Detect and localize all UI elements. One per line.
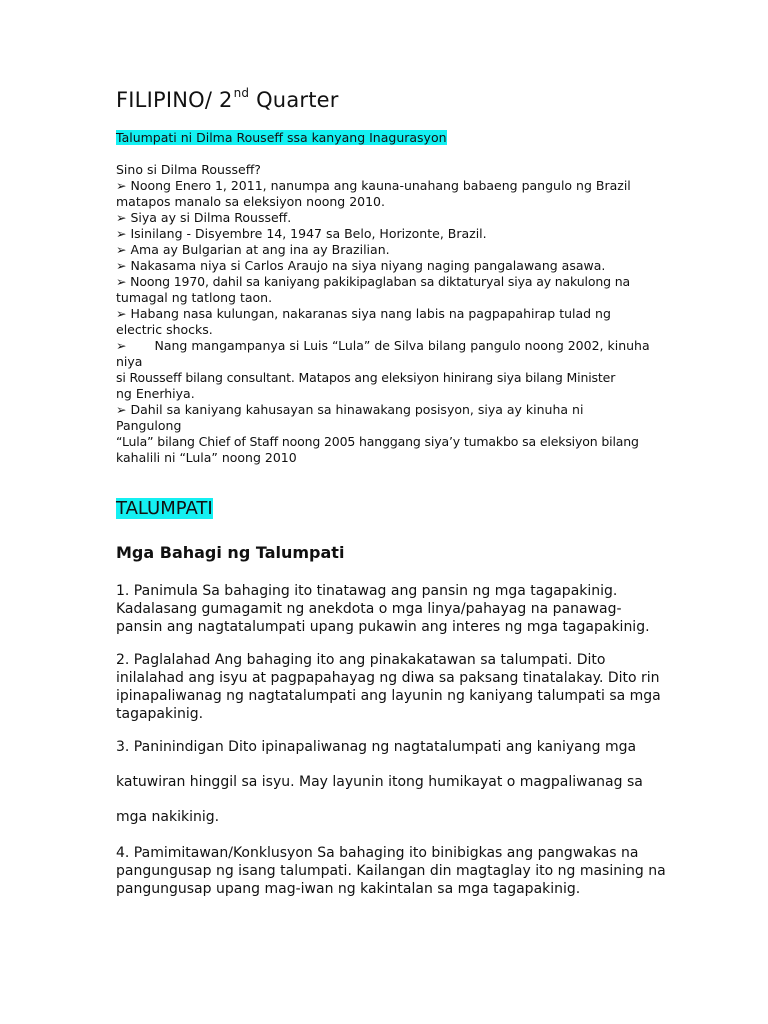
paragraph-paninindigan-line1 — [116, 738, 676, 756]
arrow-bullet-icon: ➢ — [116, 210, 127, 225]
title-rest: Quarter — [249, 88, 339, 112]
bio-text: Ama ay Bulgarian at ang ina ay Brazilian. — [130, 242, 390, 257]
bio-line — [116, 338, 661, 354]
paragraph-paglalahad — [116, 651, 676, 723]
bio-line: matapos manalo sa eleksiyon noong 2010. — [116, 194, 385, 209]
bio-text: Nang mangampanya si Luis “Lula” de Silva bilang pangulo noong 2002, kinuha — [154, 338, 650, 353]
bio-line — [116, 210, 661, 226]
bio-line — [116, 306, 661, 322]
paragraph-pamimitawan — [116, 844, 676, 898]
bio-text: Noong Enero 1, 2011, nanumpa ang kauna-unahang babaeng pangulo ng Brazil — [130, 178, 631, 193]
bio-line: kahalili ni “Lula” noong 2010 — [116, 450, 297, 465]
paragraph-line: pangungusap ng isang talumpati. Kailangan din magtaglay ito ng masining na — [116, 863, 666, 879]
bio-text: Nakasama niya si Carlos Araujo na siya niyang naging pangalawang asawa. — [130, 258, 606, 273]
arrow-bullet-icon: ➢ — [116, 258, 127, 273]
bio-text: Isinilang - Disyembre 14, 1947 sa Belo, Horizonte, Brazil. — [130, 226, 487, 241]
highlighted-subtitle: Talumpati ni Dilma Rouseff ssa kanyang Inagurasyon — [116, 130, 447, 145]
page-title — [116, 86, 339, 112]
bio-line: niya — [116, 354, 143, 369]
bio-line — [116, 402, 661, 418]
bio-line: Pangulong — [116, 418, 182, 433]
bio-text: Noong 1970, dahil sa kaniyang pakikipaglaban sa diktaturyal siya ay nakulong na — [130, 274, 631, 289]
paragraph-line: 2. Paglalahad Ang bahaging ito ang pinakakatawan sa talumpati. Dito — [116, 652, 606, 668]
bio-text: Habang nasa kulungan, nakaranas siya nang labis na pagpapahirap tulad ng — [130, 306, 611, 321]
bio-line — [116, 178, 661, 194]
title-main: FILIPINO/ 2 — [116, 88, 233, 112]
bio-text: Dahil sa kaniyang kahusayan sa hinawakang posisyon, siya ay kinuha ni — [130, 402, 584, 417]
biography-section — [116, 162, 661, 466]
bio-line — [116, 242, 661, 258]
section-subheading: Mga Bahagi ng Talumpati — [116, 543, 345, 562]
paragraph-line: inilalahad ang isyu at pagpapahayag ng diwa sa paksang tinatalakay. Dito rin — [116, 670, 660, 686]
bio-line: ng Enerhiya. — [116, 386, 195, 401]
title-superscript: nd — [233, 86, 250, 100]
paragraph-line: ipinapaliwanag ng nagtatalumpati ang layunin ng kaniyang talumpati sa mga — [116, 688, 661, 704]
arrow-bullet-icon: ➢ — [116, 226, 127, 241]
bio-line — [116, 258, 661, 274]
arrow-bullet-icon: ➢ — [116, 338, 127, 353]
section-heading — [116, 497, 213, 521]
paragraph-line: pangungusap upang mag-iwan ng kakintalan sa mga tagapakinig. — [116, 881, 581, 897]
paragraph-panimula — [116, 582, 676, 636]
bio-question: Sino si Dilma Rousseff? — [116, 162, 261, 177]
paragraph-line: Kadalasang gumagamit ng anekdota o mga linya/pahayag na panawag- — [116, 601, 622, 617]
paragraph-line: 1. Panimula Sa bahaging ito tinatawag ang pansin ng mga tagapakinig. — [116, 583, 618, 599]
bio-line — [116, 226, 661, 242]
bio-line — [116, 274, 661, 290]
highlighted-heading: TALUMPATI — [116, 498, 213, 519]
paragraph-paninindigan-line3 — [116, 808, 676, 826]
paragraph-line: mga nakikinig. — [116, 809, 220, 825]
paragraph-line: 3. Paninindigan Dito ipinapaliwanag ng nagtatalumpati ang kaniyang mga — [116, 739, 637, 755]
paragraph-paninindigan-line2 — [116, 773, 676, 791]
bio-line: electric shocks. — [116, 322, 213, 337]
arrow-bullet-icon: ➢ — [116, 306, 127, 321]
bio-line: si Rousseff bilang consultant. Matapos ang eleksiyon hinirang siya bilang Minister — [116, 370, 616, 385]
paragraph-line: pansin ang nagtatalumpati upang pukawin ang interes ng mga tagapakinig. — [116, 619, 650, 635]
bio-line: “Lula” bilang Chief of Staff noong 2005 hanggang siya’y tumakbo sa eleksiyon bilang — [116, 434, 639, 449]
subtitle — [116, 129, 447, 146]
arrow-bullet-icon: ➢ — [116, 402, 127, 417]
paragraph-line: 4. Pamimitawan/Konklusyon Sa bahaging ito binibigkas ang pangwakas na — [116, 845, 639, 861]
arrow-bullet-icon: ➢ — [116, 178, 127, 193]
paragraph-line: tagapakinig. — [116, 706, 204, 722]
arrow-bullet-icon: ➢ — [116, 242, 127, 257]
bio-text: Siya ay si Dilma Rousseff. — [130, 210, 292, 225]
bio-line: tumagal ng tatlong taon. — [116, 290, 273, 305]
arrow-bullet-icon: ➢ — [116, 274, 127, 289]
paragraph-line: katuwiran hinggil sa isyu. May layunin itong humikayat o magpaliwanag sa — [116, 774, 643, 790]
